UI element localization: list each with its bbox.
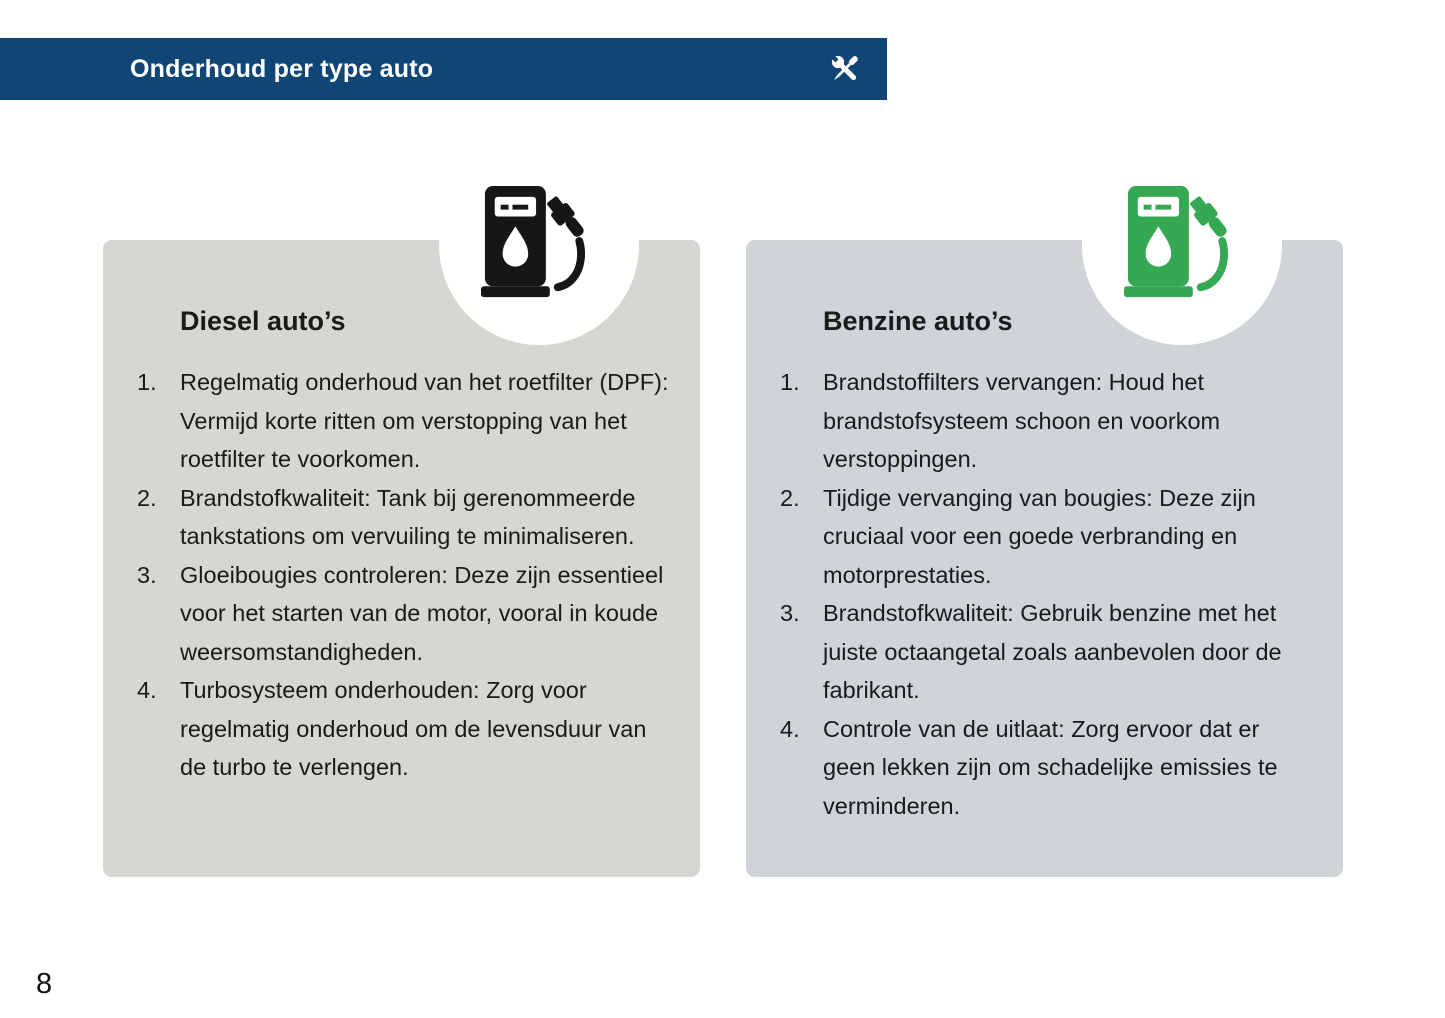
list-item: Brandstofkwaliteit: Gebruik benzine met het juiste octaangetal zoals aanbevolen door de fabrikant. xyxy=(823,600,1282,703)
fuel-pump-icon xyxy=(481,186,597,304)
card-title-benzine: Benzine auto’s xyxy=(823,306,1013,336)
diesel-maintenance-list xyxy=(180,363,672,787)
page-title: Onderhoud per type auto xyxy=(130,54,434,83)
list-item: Tijdige vervanging van bougies: Deze zijn cruciaal voor een goede verbranding en motorprestaties. xyxy=(823,484,1256,588)
tools-icon xyxy=(827,51,863,87)
list-item: Brandstoffilters vervangen: Houd het brandstofsysteem schoon en voorkom verstoppingen. xyxy=(823,369,1221,472)
fuel-pump-badge-diesel xyxy=(439,145,639,345)
page-number: 8 xyxy=(36,968,53,1000)
card-title-diesel: Diesel auto’s xyxy=(180,306,346,336)
card-benzine xyxy=(746,240,1343,877)
benzine-maintenance-list xyxy=(823,363,1315,825)
list-item: Gloeibougies controleren: Deze zijn essentieel voor het starten van de motor, vooral in koude weersomstandigheden. xyxy=(180,561,664,665)
list-item: Brandstofkwaliteit: Tank bij gerenommeerde tankstations om vervuiling te minimaliseren. xyxy=(180,484,636,549)
card-diesel xyxy=(103,240,700,877)
fuel-pump-badge-benzine xyxy=(1082,145,1282,345)
fuel-pump-icon xyxy=(1124,186,1240,304)
section-header xyxy=(0,38,887,100)
list-item: Turbosysteem onderhouden: Zorg voor regelmatig onderhoud om de levensduur van de turbo te verlengen. xyxy=(180,677,647,780)
list-item: Regelmatig onderhoud van het roetfilter (DPF): Vermijd korte ritten om verstopping van het roetfilter te voorkomen. xyxy=(180,369,669,472)
list-item: Controle van de uitlaat: Zorg ervoor dat er geen lekken zijn om schadelijke emissies te verminderen. xyxy=(823,715,1278,819)
